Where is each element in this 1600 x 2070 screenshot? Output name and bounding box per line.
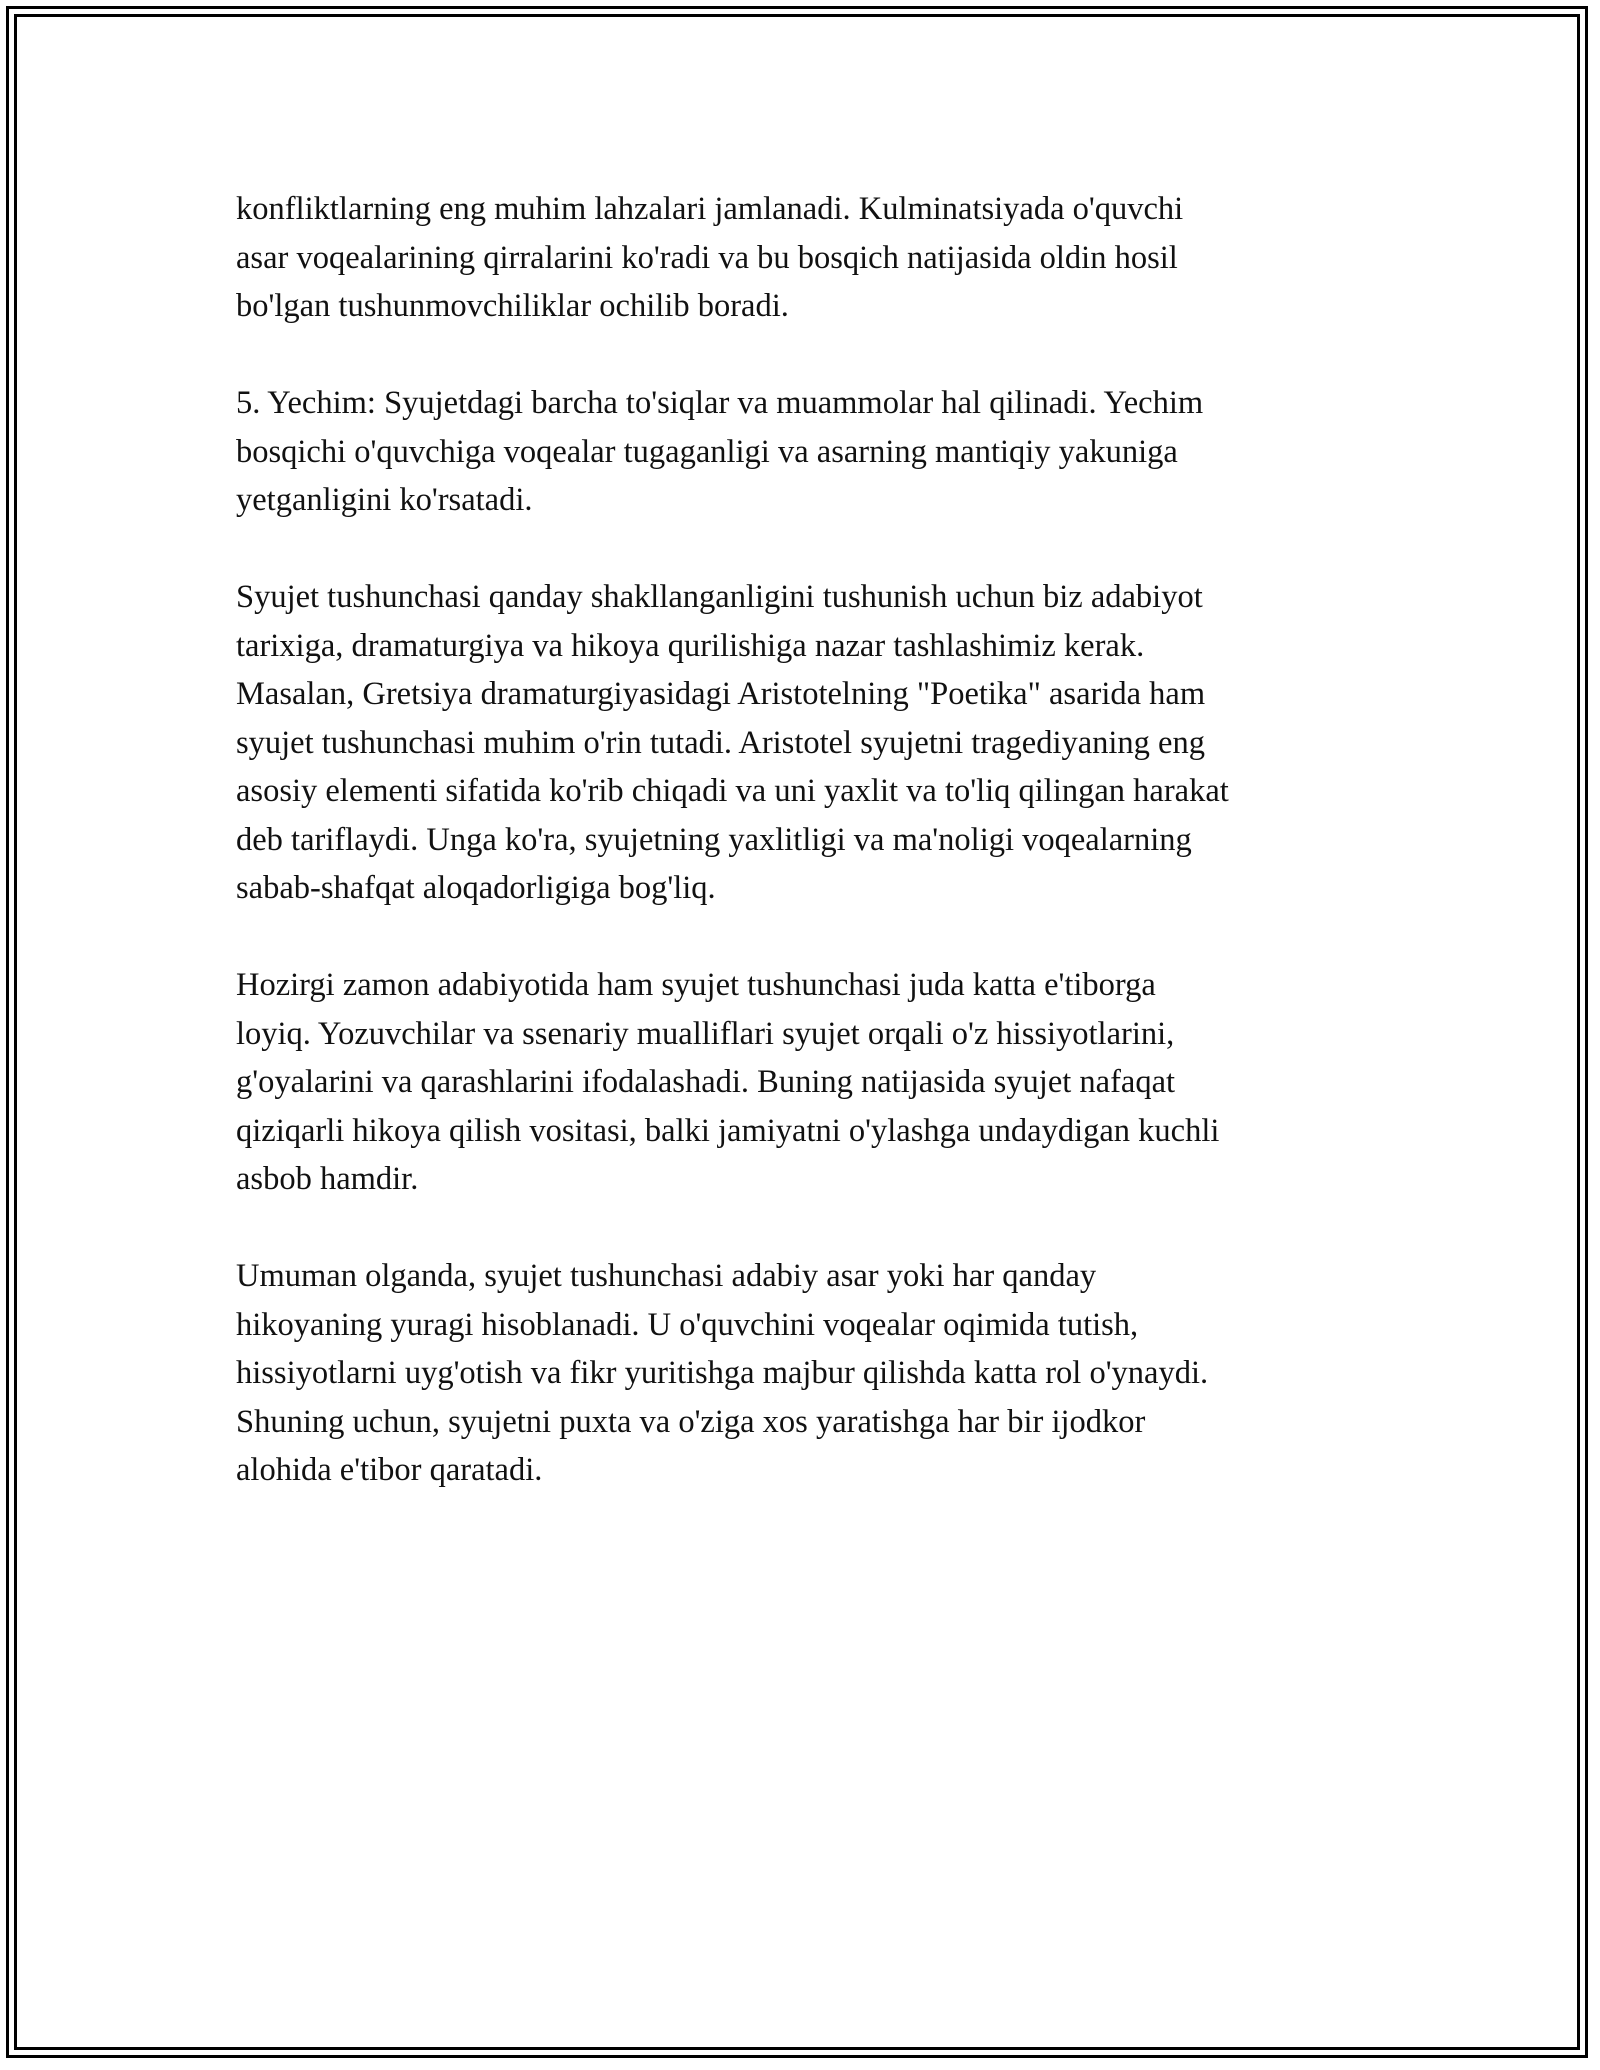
- paragraph-line: asar voqealarining qirralarini ko'radi va bu bosqich natijasida oldin hosil: [236, 239, 1178, 276]
- paragraph-line: tarixiga, dramaturgiya va hikoya qurilishiga nazar tashlashimiz kerak.: [236, 627, 1145, 664]
- paragraph-line: deb tariflaydi. Unga ko'ra, syujetning yaxlitligi va ma'noligi voqealarning: [236, 821, 1192, 858]
- paragraph-1: [236, 185, 1366, 331]
- paragraph-3: [236, 573, 1366, 913]
- document-body: [236, 185, 1366, 1543]
- paragraph-line: asbob hamdir.: [236, 1161, 419, 1197]
- paragraph-line: hikoyaning yuragi hisoblanadi. U o'quvchini voqealar oqimida tutish,: [236, 1306, 1139, 1343]
- paragraph-line: g'oyalarini va qarashlarini ifodalashadi. Buning natijasida syujet nafaqat: [236, 1064, 1176, 1100]
- paragraph-line: loyiq. Yozuvchilar va ssenariy mualliflari syujet orqali o'z hissiyotlarini,: [236, 1015, 1175, 1052]
- paragraph-line: sabab-shafqat aloqadorligiga bog'liq.: [236, 870, 716, 906]
- paragraph-line: Umuman olganda, syujet tushunchasi adabiy asar yoki har qanday: [236, 1258, 1097, 1294]
- paragraph-line: hissiyotlarni uyg'otish va fikr yuritishga majbur qilishda katta rol o'ynaydi.: [236, 1355, 1209, 1391]
- paragraph-line: Syujet tushunchasi qanday shakllanganligini tushunish uchun biz adabiyot: [236, 579, 1203, 615]
- paragraph-line: Masalan, Gretsiya dramaturgiyasidagi Aristotelning "Poetika" asarida ham: [236, 676, 1206, 712]
- paragraph-line: bo'lgan tushunmovchiliklar ochilib boradi.: [236, 288, 789, 324]
- paragraph-line: syujet tushunchasi muhim o'rin tutadi. Aristotel syujetni tragediyaning eng: [236, 724, 1205, 761]
- paragraph-line: 5. Yechim: Syujetdagi barcha to'siqlar va muammolar hal qilinadi. Yechim: [236, 385, 1204, 421]
- paragraph-line: alohida e'tibor qaratadi.: [236, 1452, 543, 1488]
- paragraph-line: bosqichi o'quvchiga voqealar tugaganligi va asarning mantiqiy yakuniga: [236, 433, 1178, 470]
- paragraph-line: yetganligini ko'rsatadi.: [236, 482, 533, 518]
- paragraph-2: [236, 379, 1366, 525]
- paragraph-line: qiziqarli hikoya qilish vositasi, balki jamiyatni o'ylashga undaydigan kuchli: [236, 1112, 1220, 1149]
- paragraph-5: [236, 1252, 1366, 1495]
- paragraph-4: [236, 961, 1366, 1204]
- paragraph-line: konfliktlarning eng muhim lahzalari jamlanadi. Kulminatsiyada o'quvchi: [236, 191, 1184, 227]
- paragraph-line: Hozirgi zamon adabiyotida ham syujet tushunchasi juda katta e'tiborga: [236, 967, 1156, 1003]
- paragraph-line: Shuning uchun, syujetni puxta va o'ziga xos yaratishga har bir ijodkor: [236, 1403, 1146, 1440]
- paragraph-line: asosiy elementi sifatida ko'rib chiqadi va uni yaxlit va to'liq qilingan harakat: [236, 773, 1229, 809]
